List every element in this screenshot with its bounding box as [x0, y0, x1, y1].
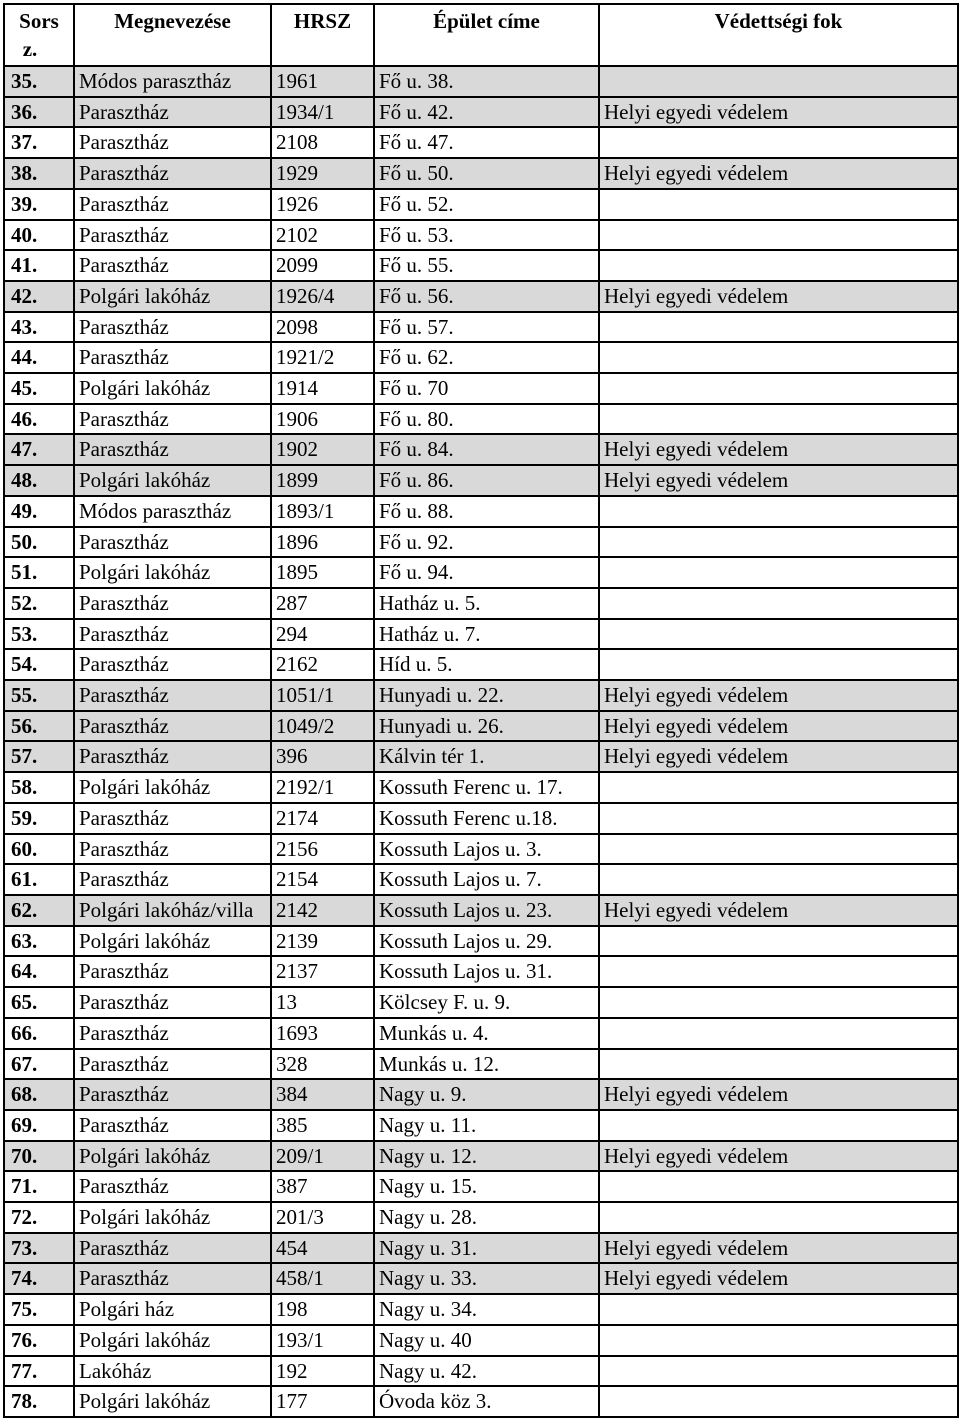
row-hrsz: 2154: [271, 864, 374, 895]
row-protection: [599, 189, 958, 220]
row-address: Fő u. 70: [374, 373, 599, 404]
row-protection: Helyi egyedi védelem: [599, 1141, 958, 1172]
table-row: [4, 66, 958, 97]
row-address: Kossuth Lajos u. 31.: [374, 956, 599, 987]
header-sorsz-line2: z.: [22, 37, 38, 61]
row-name: Polgári lakóház: [74, 926, 271, 957]
header-sorsz: [4, 4, 74, 66]
table-row: [4, 127, 958, 158]
row-address: Fő u. 92.: [374, 527, 599, 558]
row-name: Parasztház: [74, 127, 271, 158]
row-number: 67.: [4, 1049, 74, 1080]
row-name: Parasztház: [74, 189, 271, 220]
row-protection: [599, 1356, 958, 1387]
row-protection: [599, 342, 958, 373]
row-number: 48.: [4, 465, 74, 496]
row-number: 71.: [4, 1171, 74, 1202]
row-name: Parasztház: [74, 956, 271, 987]
row-name: Polgári lakóház: [74, 1325, 271, 1356]
row-hrsz: 2099: [271, 250, 374, 281]
row-name: Polgári lakóház: [74, 772, 271, 803]
row-address: Nagy u. 15.: [374, 1171, 599, 1202]
row-protection: Helyi egyedi védelem: [599, 1263, 958, 1294]
table-row: [4, 1356, 958, 1387]
row-address: Nagy u. 28.: [374, 1202, 599, 1233]
row-protection: [599, 1325, 958, 1356]
row-address: Híd u. 5.: [374, 649, 599, 680]
row-address: Nagy u. 34.: [374, 1294, 599, 1325]
row-name: Parasztház: [74, 987, 271, 1018]
table-row: [4, 772, 958, 803]
row-address: Kálvin tér 1.: [374, 741, 599, 772]
row-number: 50.: [4, 527, 74, 558]
row-address: Kossuth Lajos u. 23.: [374, 895, 599, 926]
row-name: Parasztház: [74, 342, 271, 373]
row-name: Parasztház: [74, 220, 271, 251]
row-number: 76.: [4, 1325, 74, 1356]
table-row: [4, 1294, 958, 1325]
row-protection: [599, 220, 958, 251]
row-hrsz: 385: [271, 1110, 374, 1141]
row-name: Parasztház: [74, 680, 271, 711]
row-hrsz: 1926: [271, 189, 374, 220]
row-name: Parasztház: [74, 1233, 271, 1264]
table-row: [4, 711, 958, 742]
row-protection: [599, 557, 958, 588]
row-name: Parasztház: [74, 1110, 271, 1141]
row-protection: [599, 496, 958, 527]
row-number: 73.: [4, 1233, 74, 1264]
row-name: Parasztház: [74, 250, 271, 281]
row-address: Fő u. 56.: [374, 281, 599, 312]
row-name: Parasztház: [74, 434, 271, 465]
row-protection: [599, 1171, 958, 1202]
table-row: [4, 956, 958, 987]
row-protection: Helyi egyedi védelem: [599, 158, 958, 189]
row-number: 75.: [4, 1294, 74, 1325]
row-number: 58.: [4, 772, 74, 803]
table-row: [4, 1325, 958, 1356]
row-address: Fő u. 42.: [374, 97, 599, 128]
header-row: [4, 4, 958, 66]
row-name: Parasztház: [74, 1018, 271, 1049]
row-name: Polgári lakóház: [74, 281, 271, 312]
row-address: Nagy u. 12.: [374, 1141, 599, 1172]
table-row: [4, 557, 958, 588]
row-hrsz: 294: [271, 619, 374, 650]
table-row: [4, 1018, 958, 1049]
row-protection: [599, 404, 958, 435]
row-name: Parasztház: [74, 1079, 271, 1110]
row-address: Hatház u. 5.: [374, 588, 599, 619]
row-number: 41.: [4, 250, 74, 281]
row-number: 64.: [4, 956, 74, 987]
row-hrsz: 1896: [271, 527, 374, 558]
table-row: [4, 987, 958, 1018]
row-name: Parasztház: [74, 97, 271, 128]
row-number: 37.: [4, 127, 74, 158]
row-hrsz: 201/3: [271, 1202, 374, 1233]
row-number: 78.: [4, 1386, 74, 1417]
row-hrsz: 1895: [271, 557, 374, 588]
row-address: Fő u. 50.: [374, 158, 599, 189]
table-row: [4, 834, 958, 865]
table-body: [4, 66, 958, 1417]
row-number: 52.: [4, 588, 74, 619]
row-hrsz: 1051/1: [271, 680, 374, 711]
row-name: Parasztház: [74, 649, 271, 680]
row-hrsz: 2156: [271, 834, 374, 865]
row-number: 44.: [4, 342, 74, 373]
row-name: Parasztház: [74, 803, 271, 834]
table-row: [4, 189, 958, 220]
row-hrsz: 1902: [271, 434, 374, 465]
row-protection: [599, 834, 958, 865]
row-number: 40.: [4, 220, 74, 251]
row-protection: Helyi egyedi védelem: [599, 281, 958, 312]
row-number: 77.: [4, 1356, 74, 1387]
row-hrsz: 1049/2: [271, 711, 374, 742]
row-name: Polgári lakóház: [74, 557, 271, 588]
row-protection: [599, 1202, 958, 1233]
row-address: Nagy u. 9.: [374, 1079, 599, 1110]
row-name: Lakóház: [74, 1356, 271, 1387]
row-name: Parasztház: [74, 741, 271, 772]
row-hrsz: 2174: [271, 803, 374, 834]
row-number: 39.: [4, 189, 74, 220]
row-protection: [599, 527, 958, 558]
row-number: 70.: [4, 1141, 74, 1172]
row-protection: [599, 312, 958, 343]
row-address: Fő u. 62.: [374, 342, 599, 373]
row-name: Parasztház: [74, 1171, 271, 1202]
row-name: Polgári lakóház: [74, 1202, 271, 1233]
table-row: [4, 158, 958, 189]
row-protection: [599, 803, 958, 834]
row-address: Kossuth Ferenc u. 17.: [374, 772, 599, 803]
row-hrsz: 2139: [271, 926, 374, 957]
row-number: 45.: [4, 373, 74, 404]
table-row: [4, 619, 958, 650]
row-name: Parasztház: [74, 312, 271, 343]
row-protection: [599, 987, 958, 1018]
row-number: 53.: [4, 619, 74, 650]
table-row: [4, 1263, 958, 1294]
row-address: Kossuth Ferenc u.18.: [374, 803, 599, 834]
row-number: 61.: [4, 864, 74, 895]
table-row: [4, 1171, 958, 1202]
row-protection: [599, 649, 958, 680]
row-name: Polgári lakóház: [74, 1386, 271, 1417]
header-megnevezese: Megnevezése: [74, 4, 271, 66]
row-protection: Helyi egyedi védelem: [599, 680, 958, 711]
table-row: [4, 803, 958, 834]
row-hrsz: 1926/4: [271, 281, 374, 312]
row-protection: Helyi egyedi védelem: [599, 895, 958, 926]
header-epulet-cime: Épület címe: [374, 4, 599, 66]
row-hrsz: 1934/1: [271, 97, 374, 128]
row-address: Nagy u. 40: [374, 1325, 599, 1356]
row-hrsz: 2137: [271, 956, 374, 987]
table-row: [4, 1110, 958, 1141]
table-row: [4, 527, 958, 558]
table-row: [4, 220, 958, 251]
row-name: Módos parasztház: [74, 66, 271, 97]
row-protection: [599, 864, 958, 895]
row-name: Parasztház: [74, 834, 271, 865]
row-number: 68.: [4, 1079, 74, 1110]
row-protection: [599, 772, 958, 803]
row-address: Fő u. 47.: [374, 127, 599, 158]
table-row: [4, 342, 958, 373]
table-row: [4, 895, 958, 926]
row-address: Hunyadi u. 22.: [374, 680, 599, 711]
table-row: [4, 434, 958, 465]
row-number: 57.: [4, 741, 74, 772]
table-row: [4, 926, 958, 957]
row-hrsz: 13: [271, 987, 374, 1018]
row-name: Parasztház: [74, 1049, 271, 1080]
row-name: Polgári lakóház/villa: [74, 895, 271, 926]
table-row: [4, 1202, 958, 1233]
protected-buildings-table: [3, 3, 959, 1418]
row-address: Fő u. 88.: [374, 496, 599, 527]
row-number: 35.: [4, 66, 74, 97]
row-address: Fő u. 86.: [374, 465, 599, 496]
row-protection: Helyi egyedi védelem: [599, 465, 958, 496]
row-name: Polgári lakóház: [74, 1141, 271, 1172]
row-address: Nagy u. 11.: [374, 1110, 599, 1141]
row-hrsz: 1921/2: [271, 342, 374, 373]
table-row: [4, 465, 958, 496]
row-name: Parasztház: [74, 158, 271, 189]
row-name: Módos parasztház: [74, 496, 271, 527]
row-hrsz: 328: [271, 1049, 374, 1080]
row-protection: Helyi egyedi védelem: [599, 1079, 958, 1110]
row-protection: Helyi egyedi védelem: [599, 1233, 958, 1264]
table-row: [4, 1079, 958, 1110]
row-name: Parasztház: [74, 1263, 271, 1294]
row-protection: [599, 619, 958, 650]
table-row: [4, 97, 958, 128]
table-row: [4, 1233, 958, 1264]
table-row: [4, 281, 958, 312]
row-protection: [599, 588, 958, 619]
row-hrsz: 2108: [271, 127, 374, 158]
row-hrsz: 384: [271, 1079, 374, 1110]
row-number: 36.: [4, 97, 74, 128]
row-hrsz: 2098: [271, 312, 374, 343]
row-protection: [599, 1018, 958, 1049]
row-name: Polgári lakóház: [74, 465, 271, 496]
table-row: [4, 496, 958, 527]
row-hrsz: 177: [271, 1386, 374, 1417]
row-address: Munkás u. 12.: [374, 1049, 599, 1080]
table-row: [4, 649, 958, 680]
row-number: 72.: [4, 1202, 74, 1233]
row-hrsz: 2192/1: [271, 772, 374, 803]
row-name: Parasztház: [74, 711, 271, 742]
row-address: Munkás u. 4.: [374, 1018, 599, 1049]
table-row: [4, 250, 958, 281]
row-hrsz: 396: [271, 741, 374, 772]
row-number: 49.: [4, 496, 74, 527]
row-hrsz: 1906: [271, 404, 374, 435]
row-hrsz: 193/1: [271, 1325, 374, 1356]
table-row: [4, 680, 958, 711]
row-protection: [599, 66, 958, 97]
row-hrsz: 458/1: [271, 1263, 374, 1294]
row-number: 65.: [4, 987, 74, 1018]
row-address: Fő u. 52.: [374, 189, 599, 220]
row-protection: [599, 250, 958, 281]
row-number: 54.: [4, 649, 74, 680]
header-sorsz-line1: Sors: [19, 9, 59, 33]
row-number: 59.: [4, 803, 74, 834]
row-number: 55.: [4, 680, 74, 711]
row-number: 43.: [4, 312, 74, 343]
row-address: Fő u. 84.: [374, 434, 599, 465]
row-hrsz: 1893/1: [271, 496, 374, 527]
row-number: 38.: [4, 158, 74, 189]
row-protection: Helyi egyedi védelem: [599, 741, 958, 772]
row-hrsz: 454: [271, 1233, 374, 1264]
row-hrsz: 1914: [271, 373, 374, 404]
row-protection: [599, 956, 958, 987]
header-vedettsegi-fok: Védettségi fok: [599, 4, 958, 66]
row-hrsz: 1961: [271, 66, 374, 97]
table-header: [4, 4, 958, 66]
row-address: Nagy u. 31.: [374, 1233, 599, 1264]
row-protection: [599, 1386, 958, 1417]
table-row: [4, 588, 958, 619]
row-name: Parasztház: [74, 588, 271, 619]
row-hrsz: 1899: [271, 465, 374, 496]
row-number: 46.: [4, 404, 74, 435]
row-address: Kölcsey F. u. 9.: [374, 987, 599, 1018]
row-protection: Helyi egyedi védelem: [599, 97, 958, 128]
row-protection: [599, 127, 958, 158]
table-row: [4, 312, 958, 343]
table-row: [4, 404, 958, 435]
row-protection: [599, 1110, 958, 1141]
row-protection: [599, 1294, 958, 1325]
row-protection: [599, 926, 958, 957]
row-address: Fő u. 80.: [374, 404, 599, 435]
row-address: Kossuth Lajos u. 3.: [374, 834, 599, 865]
row-hrsz: 387: [271, 1171, 374, 1202]
row-number: 42.: [4, 281, 74, 312]
row-address: Hatház u. 7.: [374, 619, 599, 650]
table-row: [4, 864, 958, 895]
row-address: Fő u. 57.: [374, 312, 599, 343]
row-hrsz: 287: [271, 588, 374, 619]
row-address: Kossuth Lajos u. 7.: [374, 864, 599, 895]
row-number: 51.: [4, 557, 74, 588]
row-hrsz: 2102: [271, 220, 374, 251]
table-row: [4, 1386, 958, 1417]
row-number: 62.: [4, 895, 74, 926]
table-row: [4, 373, 958, 404]
row-hrsz: 192: [271, 1356, 374, 1387]
row-address: Kossuth Lajos u. 29.: [374, 926, 599, 957]
row-address: Nagy u. 33.: [374, 1263, 599, 1294]
row-number: 56.: [4, 711, 74, 742]
table-row: [4, 741, 958, 772]
row-protection: [599, 1049, 958, 1080]
row-hrsz: 1693: [271, 1018, 374, 1049]
row-address: Nagy u. 42.: [374, 1356, 599, 1387]
header-hrsz: HRSZ: [271, 4, 374, 66]
row-address: Fő u. 55.: [374, 250, 599, 281]
row-name: Polgári lakóház: [74, 373, 271, 404]
row-name: Parasztház: [74, 619, 271, 650]
table-row: [4, 1141, 958, 1172]
table-row: [4, 1049, 958, 1080]
row-name: Polgári ház: [74, 1294, 271, 1325]
row-protection: Helyi egyedi védelem: [599, 434, 958, 465]
row-number: 60.: [4, 834, 74, 865]
row-address: Fő u. 94.: [374, 557, 599, 588]
row-hrsz: 1929: [271, 158, 374, 189]
row-protection: Helyi egyedi védelem: [599, 711, 958, 742]
row-name: Parasztház: [74, 404, 271, 435]
row-number: 47.: [4, 434, 74, 465]
row-address: Fő u. 53.: [374, 220, 599, 251]
row-name: Parasztház: [74, 527, 271, 558]
row-number: 69.: [4, 1110, 74, 1141]
row-number: 63.: [4, 926, 74, 957]
row-address: Hunyadi u. 26.: [374, 711, 599, 742]
row-address: Óvoda köz 3.: [374, 1386, 599, 1417]
row-hrsz: 209/1: [271, 1141, 374, 1172]
row-address: Fő u. 38.: [374, 66, 599, 97]
row-number: 66.: [4, 1018, 74, 1049]
row-number: 74.: [4, 1263, 74, 1294]
row-protection: [599, 373, 958, 404]
row-name: Parasztház: [74, 864, 271, 895]
row-hrsz: 198: [271, 1294, 374, 1325]
row-hrsz: 2162: [271, 649, 374, 680]
row-hrsz: 2142: [271, 895, 374, 926]
